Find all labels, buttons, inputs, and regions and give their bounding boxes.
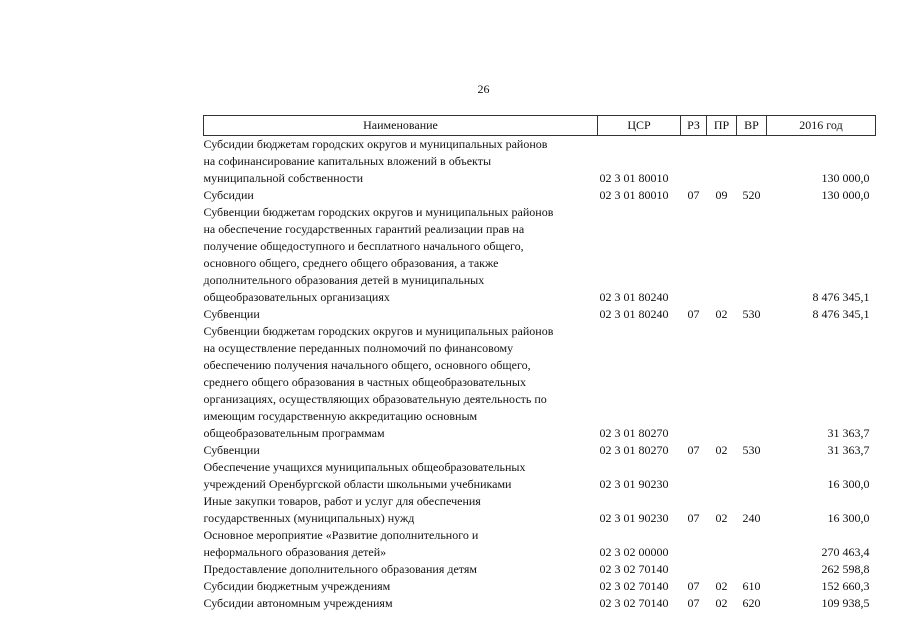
- row-name-line: дополнительного образования детей в муниципальных: [203, 273, 485, 287]
- row-name-line: неформального образования детей»: [203, 545, 387, 559]
- row-rz: 07: [687, 443, 700, 457]
- row-amount: 16 300,0: [827, 477, 870, 491]
- row-amount: 8 476 345,1: [812, 307, 870, 321]
- header-pr: ПР: [707, 116, 737, 136]
- row-pr: [707, 204, 737, 306]
- row-name-line: муниципальной собственности: [203, 171, 363, 185]
- row-vr: [737, 136, 767, 188]
- row-name-line: Субсидии автономным учреждениям: [203, 596, 393, 610]
- row-name-line: общеобразовательным программам: [203, 426, 385, 440]
- row-pr: 02: [715, 443, 728, 457]
- row-pr: 02: [715, 596, 728, 610]
- row-rz: [681, 204, 707, 306]
- row-rz: [681, 136, 707, 188]
- row-name-line: Предоставление дополнительного образования детям: [203, 562, 477, 576]
- table-row: [204, 527, 876, 561]
- row-name: [204, 306, 598, 323]
- row-pr: 09: [715, 188, 728, 202]
- row-name-line: на осуществление переданных полномочий по финансовому: [203, 341, 514, 355]
- row-pr: [707, 323, 737, 442]
- row-name-line: Субвенции бюджетам городских округов и муниципальных районов: [203, 324, 554, 338]
- row-amount: 8 476 345,1: [812, 290, 870, 304]
- row-vr: 240: [742, 511, 761, 525]
- row-name: [204, 136, 598, 188]
- table-row: [204, 306, 876, 323]
- table-row: [204, 578, 876, 595]
- row-vr: 530: [742, 307, 761, 321]
- row-name-line: основного общего, среднего общего образования, а также: [203, 256, 499, 270]
- table-row: [204, 187, 876, 204]
- budget-table: [203, 115, 876, 612]
- table-row: [204, 595, 876, 612]
- header-row: [204, 116, 876, 136]
- row-csr: 02 3 02 70140: [599, 596, 669, 610]
- row-rz: 07: [687, 596, 700, 610]
- row-pr: 02: [715, 579, 728, 593]
- row-pr: [707, 136, 737, 188]
- row-name-line: имеющим государственную аккредитацию основным: [203, 409, 478, 423]
- row-name-line: Субсидии: [203, 188, 254, 202]
- row-name-line: государственных (муниципальных) нужд: [203, 511, 415, 525]
- table-row: [204, 323, 876, 442]
- row-csr: 02 3 01 80010: [599, 188, 669, 202]
- row-pr: [707, 561, 737, 578]
- row-name: [204, 527, 598, 561]
- row-name-line: организациях, осуществляющих образовательную деятельность по: [203, 392, 547, 406]
- row-rz: [681, 459, 707, 493]
- row-rz: [681, 527, 707, 561]
- row-name-line: общеобразовательных организациях: [203, 290, 390, 304]
- row-name-line: учреждений Оренбургской области школьными учебниками: [203, 477, 512, 491]
- row-csr: 02 3 02 00000: [599, 545, 669, 559]
- header-year: 2016 год: [767, 116, 876, 136]
- row-name: [204, 187, 598, 204]
- row-name: [204, 323, 598, 442]
- row-pr: [707, 527, 737, 561]
- row-name-line: на обеспечение государственных гарантий реализации прав на: [203, 222, 525, 236]
- row-name: [204, 595, 598, 612]
- row-vr: 620: [742, 596, 761, 610]
- row-name-line: Иные закупки товаров, работ и услуг для обеспечения: [203, 494, 481, 508]
- row-csr: 02 3 01 80010: [599, 171, 669, 185]
- header-vr: ВР: [737, 116, 767, 136]
- row-name-line: Субвенции: [203, 307, 260, 321]
- row-pr: 02: [715, 511, 728, 525]
- row-rz: 07: [687, 579, 700, 593]
- table-row: [204, 459, 876, 493]
- row-csr: 02 3 01 80270: [599, 426, 669, 440]
- row-csr: 02 3 02 70140: [599, 579, 669, 593]
- row-name-line: на софинансирование капитальных вложений в объекты: [203, 154, 492, 168]
- row-csr: 02 3 02 70140: [599, 562, 669, 576]
- row-rz: 07: [687, 188, 700, 202]
- row-name-line: Субвенции: [203, 443, 260, 457]
- table-row: [204, 493, 876, 527]
- table-body: [204, 136, 876, 613]
- row-name: [204, 578, 598, 595]
- row-csr: 02 3 01 80240: [599, 290, 669, 304]
- row-rz: 07: [687, 307, 700, 321]
- row-csr: 02 3 01 90230: [599, 477, 669, 491]
- row-pr: 02: [715, 307, 728, 321]
- row-rz: [681, 323, 707, 442]
- row-vr: [737, 323, 767, 442]
- row-name-line: Субвенции бюджетам городских округов и муниципальных районов: [203, 205, 554, 219]
- row-amount: 262 598,8: [821, 562, 870, 576]
- table-header: [204, 116, 876, 136]
- row-name: [204, 204, 598, 306]
- row-vr: [737, 459, 767, 493]
- row-name: [204, 561, 598, 578]
- row-name-line: среднего общего образования в частных общеобразовательных: [203, 375, 526, 389]
- table-row: [204, 561, 876, 578]
- row-amount: 31 363,7: [827, 426, 870, 440]
- row-name-line: получение общедоступного и бесплатного начального общего,: [203, 239, 524, 253]
- row-vr: [737, 204, 767, 306]
- row-amount: 109 938,5: [821, 596, 870, 610]
- row-name: [204, 442, 598, 459]
- row-csr: 02 3 01 80270: [599, 443, 669, 457]
- header-csr: ЦСР: [598, 116, 681, 136]
- row-name-line: Основное мероприятие «Развитие дополнительного и: [203, 528, 479, 542]
- header-rz: РЗ: [681, 116, 707, 136]
- table-row: [204, 442, 876, 459]
- row-amount: 31 363,7: [827, 443, 870, 457]
- row-name-line: Обеспечение учащихся муниципальных общеобразовательных: [203, 460, 526, 474]
- row-name-line: Субсидии бюджетам городских округов и муниципальных районов: [203, 137, 548, 151]
- row-rz: [681, 561, 707, 578]
- row-name-line: обеспечению получения начального общего, основного общего,: [203, 358, 531, 372]
- row-name-line: Субсидии бюджетным учреждениям: [203, 579, 391, 593]
- table-row: [204, 136, 876, 188]
- row-amount: 152 660,3: [821, 579, 870, 593]
- row-vr: [737, 527, 767, 561]
- row-csr: 02 3 01 90230: [599, 511, 669, 525]
- row-name: [204, 493, 598, 527]
- row-amount: 16 300,0: [827, 511, 870, 525]
- row-vr: [737, 561, 767, 578]
- row-name: [204, 459, 598, 493]
- row-amount: 130 000,0: [821, 188, 870, 202]
- row-amount: 130 000,0: [821, 171, 870, 185]
- table-row: [204, 204, 876, 306]
- header-name: Наименование: [204, 116, 598, 136]
- page-number: 26: [477, 82, 490, 96]
- row-csr: 02 3 01 80240: [599, 307, 669, 321]
- row-pr: [707, 459, 737, 493]
- row-rz: 07: [687, 511, 700, 525]
- row-vr: 520: [742, 188, 761, 202]
- row-amount: 270 463,4: [821, 545, 870, 559]
- row-vr: 610: [742, 579, 761, 593]
- row-vr: 530: [742, 443, 761, 457]
